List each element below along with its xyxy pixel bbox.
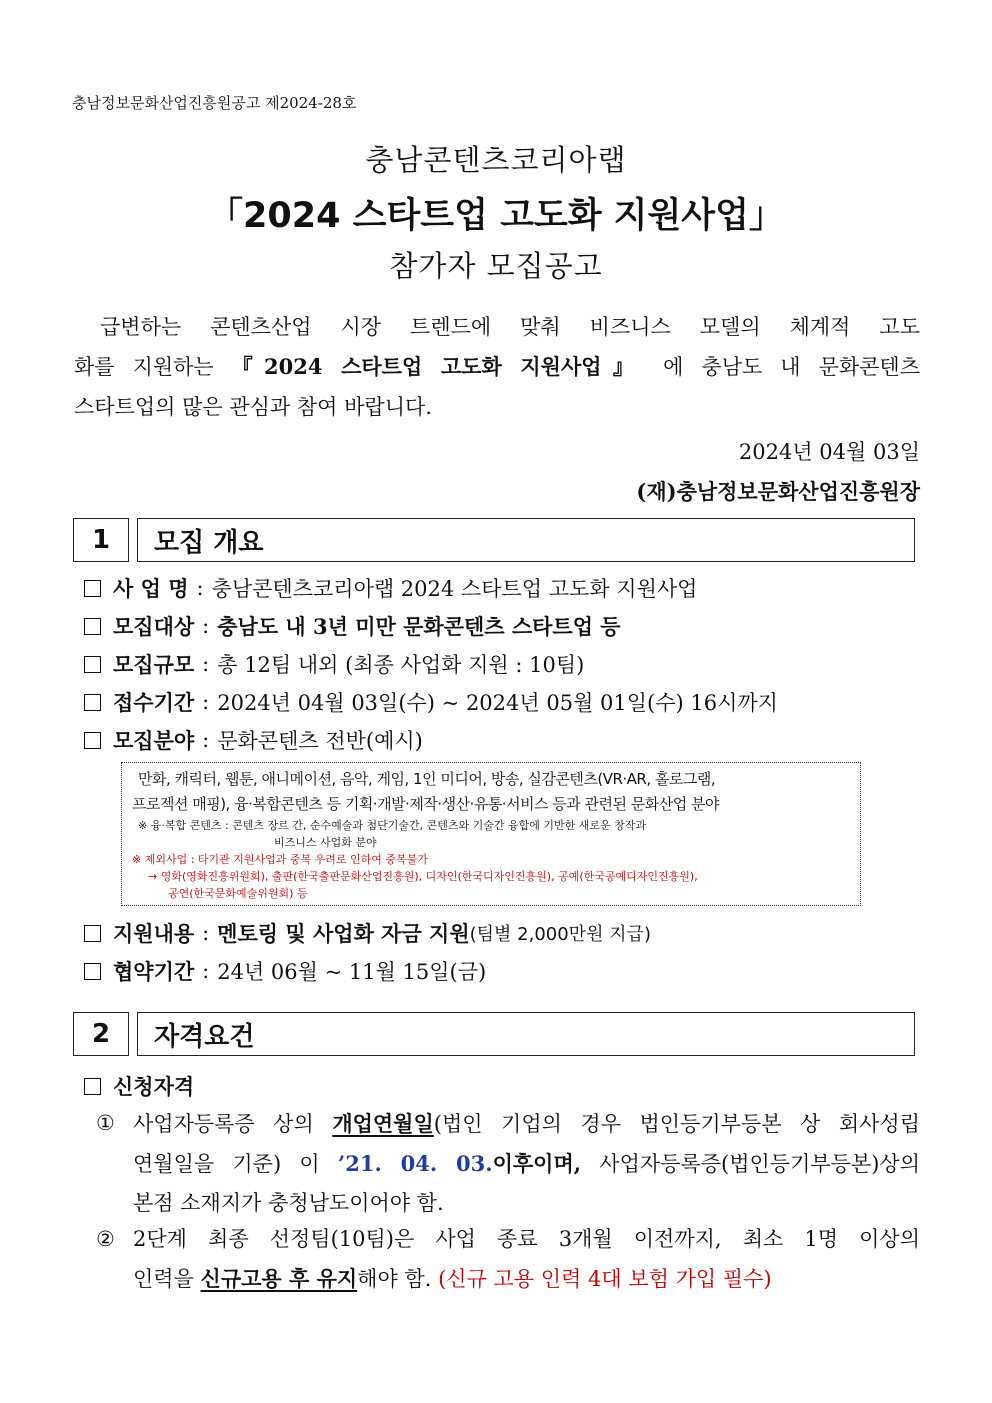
intro-program-name: 『2024 스타트업 고도화 지원사업』 [231,354,646,379]
section-2-title: 자격요건 [137,1012,915,1056]
item-value: 충남도 내 3년 미만 문화콘텐츠 스타트업 등 [217,614,621,639]
checkbox-icon [84,656,101,673]
eligibility-item-1 [96,1104,920,1223]
item-value: 충남콘텐츠코리아랩 2024 스타트업 고도화 지원사업 [211,577,698,601]
note-convergence-cont: 비즈니스 사업화 분야 [274,836,377,849]
emphasis-new-hire: 신규고용 후 유지 [200,1266,358,1291]
overview-item-field: 모집분야 : 문화콘텐츠 전반(예시) [84,725,423,755]
item-label: 접수기간 [113,690,195,715]
checkbox-icon [84,618,101,635]
intro-line-2-part-c: 에 충남도 내 문화콘텐츠 [645,355,921,379]
item-label: 모집분야 [113,728,195,753]
checkbox-icon [84,963,101,980]
intro-line-2-part-a: 화를 지원하는 [74,355,232,379]
note-excluded-list-cont: 공연(한국문화예술위원회) 등 [168,887,308,900]
overview-item-target: 모집대상 : 충남도 내 3년 미만 문화콘텐츠 스타트업 등 [84,611,621,641]
item-label: 모집대상 [113,614,195,639]
section-1-title: 모집 개요 [137,518,915,562]
text-part: (법인 기업의 경우 법인등기부등본 상 회사성립 [433,1112,920,1136]
item-value-note: (팀별 2,000만원 지급) [469,924,651,945]
checkbox-icon [84,732,101,749]
text-part: 해야 함. [357,1267,439,1291]
field-line-1: 만화, 캐릭터, 웹툰, 애니메이션, 음악, 게임, 1인 미디어, 방송, 실감콘텐츠(VR·AR, 홀로그램, [138,770,716,788]
emphasis-founding-date: 개업연월일 [332,1111,434,1136]
circled-number-2: ② [96,1227,115,1251]
intro-line-1: 급변하는 콘텐츠산업 시장 트렌드에 맞춰 비즈니스 모델의 체계적 고도 [100,315,920,339]
circled-number-1: ① [96,1111,115,1135]
item-label: 모집규모 [113,652,195,677]
emphasis-after: 이후이며, [492,1151,582,1176]
text-part: 사업자등록증 상의 [133,1112,333,1136]
page-subtitle: 참가자 모집공고 [389,249,603,283]
item-value: 총 12팀 내외 (최종 사업화 지원 : 10팀) [217,653,585,677]
overview-item-scale: 모집규모 : 총 12팀 내외 (최종 사업화 지원 : 10팀) [84,649,584,679]
eligibility-1-line-1 [133,1104,920,1144]
page-title: 「2024 스타트업 고도화 지원사업」 [208,196,784,236]
eligibility-item-2 [96,1220,920,1299]
intro-paragraph [74,307,920,427]
item-label: 지원내용 [113,921,195,946]
eligibility-2-line-2 [133,1259,920,1299]
overview-item-business-name: 사 업 명 : 충남콘텐츠코리아랩 2024 스타트업 고도화 지원사업 [84,573,697,603]
emphasis-cutoff-date: ’21. 04. 03. [337,1151,493,1176]
announcement-date: 2024년 04월 03일 [738,440,920,464]
text-part: 인력을 [133,1267,201,1291]
eligibility-heading [84,1071,194,1101]
checkbox-icon [84,694,101,711]
overview-item-support: 지원내용 : 멘토링 및 사업화 자금 지원 (팀별 2,000만원 지급) [84,918,651,948]
note-excluded: ※ 제외사업 : 타기관 지원사업과 중복 우려로 인하여 중복불가 [132,853,428,866]
text-part: 사업자등록증(법인등기부등본)상의 [581,1152,920,1176]
issuer-name: (재)충남정보문화산업진흥원장 [636,479,920,504]
intro-line-3: 스타트업의 많은 관심과 참여 바랍니다. [74,395,432,419]
item-value: 24년 06월 ~ 11월 15일(금) [217,960,487,984]
item-value: 멘토링 및 사업화 자금 지원 [217,921,470,946]
item-label: 신청자격 [113,1074,195,1099]
section-2-number: 2 [73,1012,129,1056]
checkbox-icon [84,580,101,597]
eligibility-1-line-2 [133,1144,920,1184]
eligibility-1-line-3: 본점 소재지가 충청남도이어야 함. [133,1191,444,1215]
document-number: 충남정보문화산업진흥원공고 제2024-28호 [72,94,357,112]
note-excluded-list: → 영화(영화진흥위원회), 출판(한국출판문화산업진흥원), 디자인(한국디자인진흥원), 공예(한국공예디자인진흥원), [148,870,698,883]
checkbox-icon [84,1078,101,1095]
field-line-2: 프로젝션 매핑), 융·복합콘텐츠 등 기획·개발·제작·생산·유통·서비스 등과 관련된 문화산업 분야 [132,795,720,813]
organization-title: 충남콘텐츠코리아랩 [365,143,627,177]
section-1-number: 1 [73,518,129,562]
item-value: 문화콘텐츠 전반(예시) [217,729,423,753]
checkbox-icon [84,925,101,942]
text-part: 연월일을 기준) 이 [133,1152,338,1176]
overview-item-period: 접수기간 : 2024년 04월 03일(수) ~ 2024년 05월 01일(수) 16시까지 [84,687,778,717]
intro-line-2 [74,347,920,387]
item-label: 사 업 명 [113,576,189,601]
item-label: 협약기간 [113,959,195,984]
field-examples-box [121,762,861,906]
insurance-requirement: (신규 고용 인력 4대 보험 가입 필수) [438,1267,772,1291]
eligibility-2-line-1: 2단계 최종 선정팀(10팀)은 사업 종료 3개월 이전까지, 최소 1명 이상의 [133,1227,920,1251]
item-value: 2024년 04월 03일(수) ~ 2024년 05월 01일(수) 16시까지 [217,691,778,715]
overview-item-agreement: 협약기간 : 24년 06월 ~ 11월 15일(금) [84,956,486,986]
note-convergence: ※ 융·복합 콘텐츠 : 콘텐츠 장르 간, 순수예술과 첨단기술간, 콘텐츠와 기술간 융합에 기반한 새로운 창작과 [138,819,647,832]
